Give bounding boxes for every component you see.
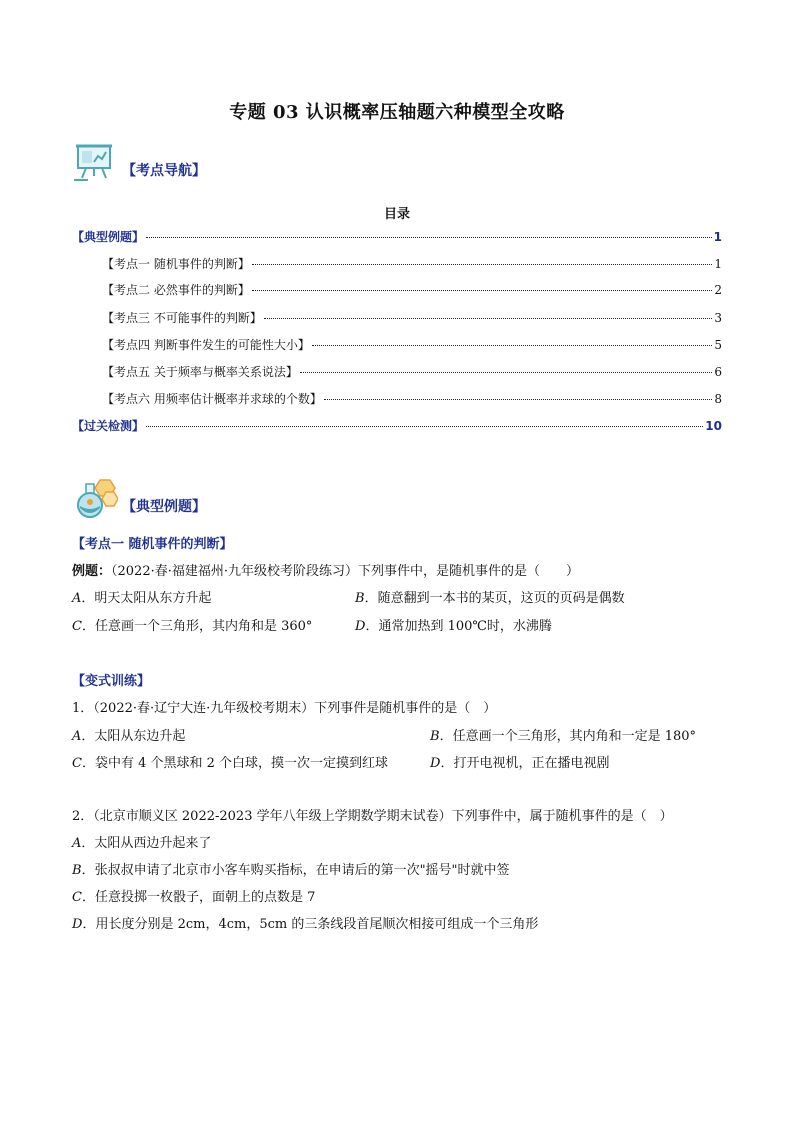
toc-entry[interactable]: 【考点一 随机事件的判断】 1: [102, 257, 722, 271]
nav-section-label: 【考点导航】: [122, 163, 206, 179]
toc-entry[interactable]: 【考点六 用频率估计概率并求球的个数】 8: [102, 392, 722, 406]
nav-section-heading: [72, 142, 206, 182]
page-title: 专题 03 认识概率压轴题六种模型全攻略: [229, 102, 565, 123]
example-option-d: D．通常加热到 100℃时，水沸腾: [355, 619, 552, 634]
toc-entry[interactable]: 【过关检测】 10: [72, 419, 722, 433]
example-option-a: A．明天太阳从东方升起: [72, 591, 212, 606]
q1-option-c: C．袋中有 4 个黑球和 2 个白球，摸一次一定摸到红球: [72, 756, 389, 771]
point1-heading: 【考点一 随机事件的判断】: [72, 537, 233, 552]
q2-option-a: A．太阳从西边升起来了: [72, 836, 212, 851]
q1-option-a: A．太阳从东边升起: [72, 729, 186, 744]
toc-entry[interactable]: 【考点四 判断事件发生的可能性大小】 5: [102, 338, 722, 352]
q2-option-d: D．用长度分别是 2cm，4cm，5cm 的三条线段首尾顺次相接可组成一个三角形: [72, 917, 539, 932]
example-question: 例题：（2022·春·福建福州·九年级校考阶段练习）下列事件中，是随机事件的是（ ）: [72, 564, 579, 579]
examples-section-label: 【典型例题】: [122, 499, 206, 515]
q2-option-c: C．任意投掷一枚骰子，面朝上的点数是 7: [72, 890, 316, 905]
q2-option-b: B．张叔叔申请了北京市小客车购买指标，在申请后的第一次"摇号"时就中签: [72, 863, 510, 878]
toc-title: 目录: [383, 207, 410, 222]
q1-option-b: B．任意画一个三角形，其内角和一定是 180°: [430, 729, 697, 744]
q1-text: 1．（2022·春·辽宁大连·九年级校考期末）下列事件是随机事件的是（ ）: [72, 701, 497, 716]
variant-heading: 【变式训练】: [72, 674, 151, 689]
toc-entry[interactable]: 【考点二 必然事件的判断】 2: [102, 283, 722, 297]
examples-section-heading: [72, 478, 206, 518]
presentation-board-icon: [72, 142, 118, 182]
q1-option-d: D．打开电视机，正在播电视剧: [430, 756, 610, 771]
toc-entry[interactable]: 【考点三 不可能事件的判断】 3: [102, 311, 722, 325]
toc-entry[interactable]: 【考点五 关于频率与概率关系说法】 6: [102, 365, 722, 379]
chemistry-flask-icon: [72, 478, 118, 518]
example-option-c: C．任意画一个三角形，其内角和是 360°: [72, 619, 313, 634]
q2-text: 2．（北京市顺义区 2022-2023 学年八年级上学期数学期末试卷）下列事件中，属于随机事件的是（ ）: [72, 809, 673, 824]
example-option-b: B．随意翻到一本书的某页，这页的页码是偶数: [355, 591, 625, 606]
toc-entry[interactable]: 【典型例题】 1: [72, 230, 722, 244]
